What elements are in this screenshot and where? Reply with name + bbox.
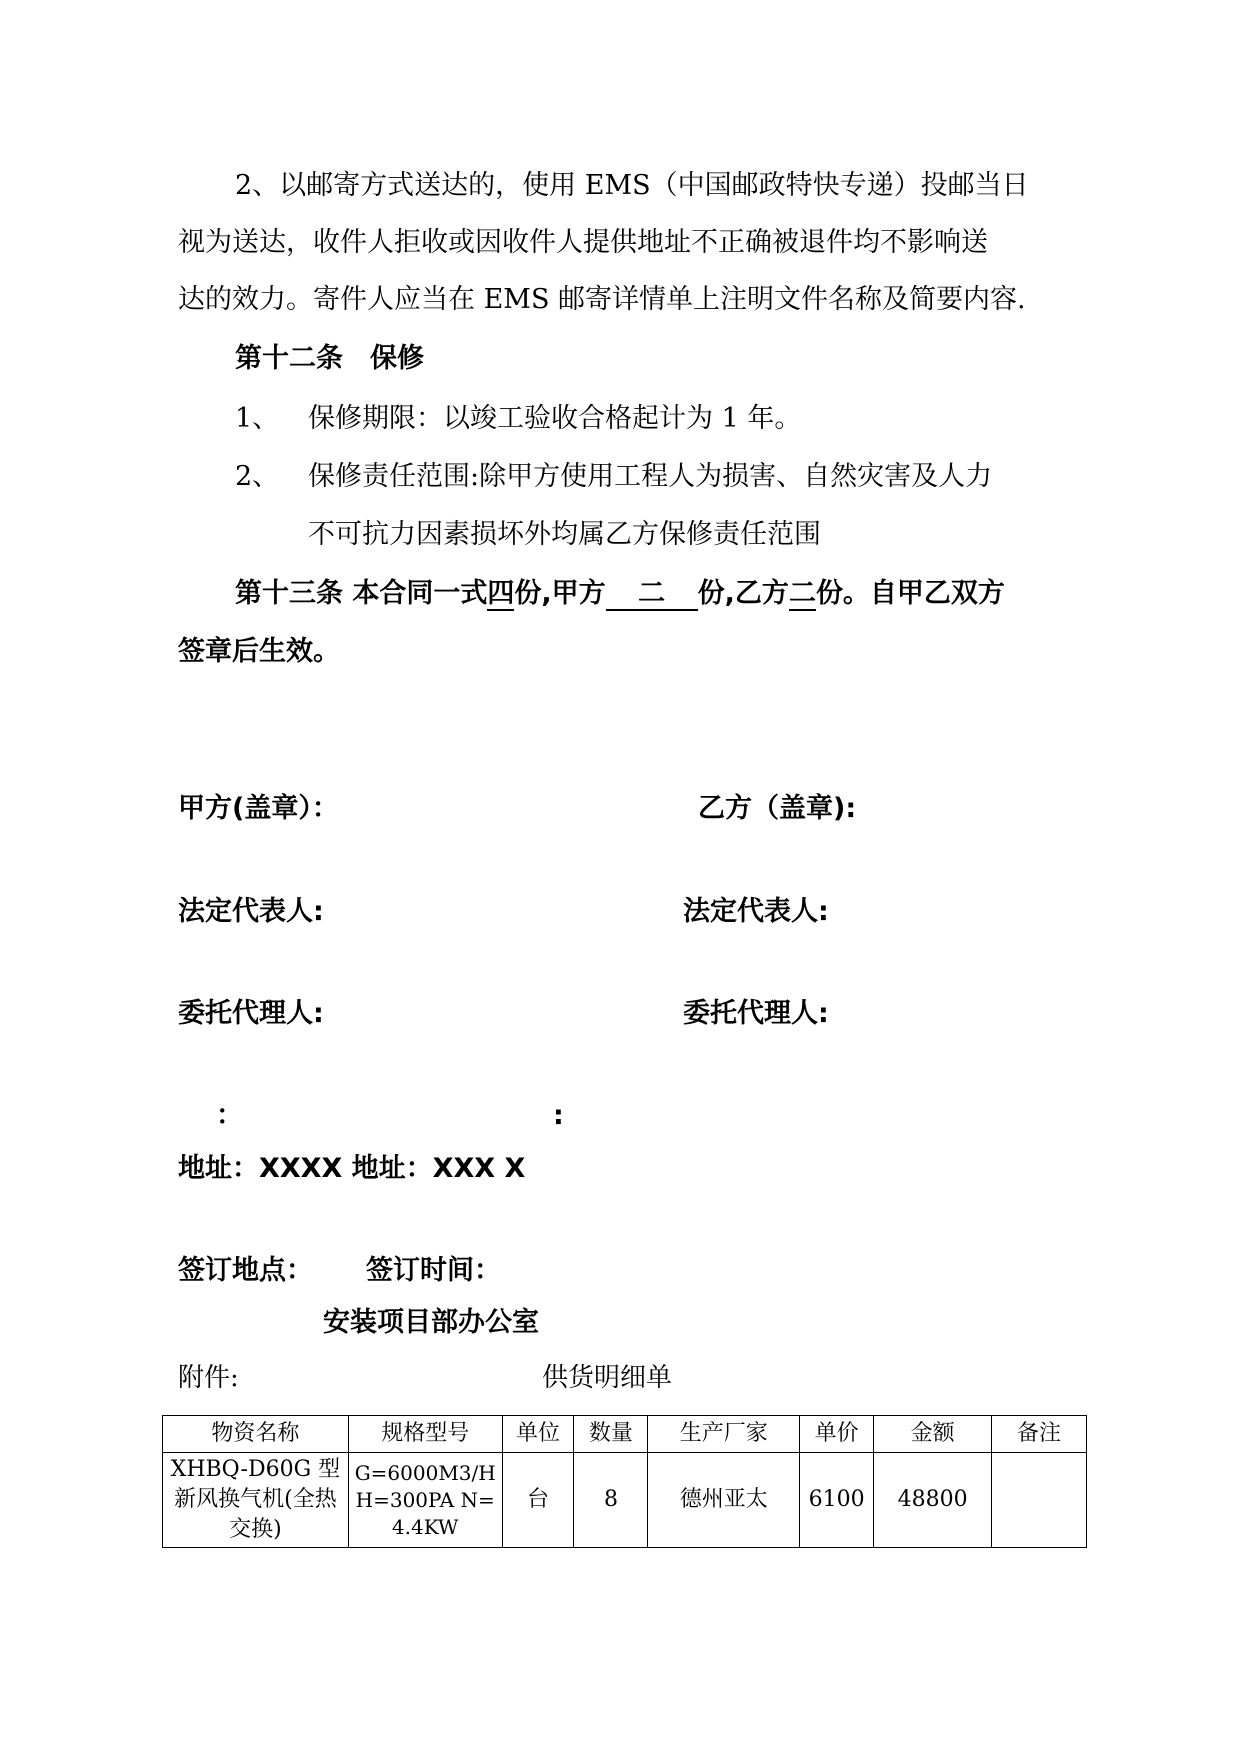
clause13-mid1: 份,甲方 bbox=[514, 578, 606, 609]
clause13-prefix: 第十三条 本合同一式 bbox=[235, 578, 488, 609]
clause13-mid2: 份,乙方 bbox=[697, 578, 789, 609]
goods-table bbox=[162, 1415, 1087, 1548]
column-header: 单位 bbox=[502, 1416, 574, 1453]
colon-a: ： bbox=[216, 1100, 243, 1131]
legal-rep-a: 法定代表人: bbox=[178, 896, 324, 927]
attachment-title: 供货明细单 bbox=[542, 1363, 673, 1393]
attachment-label: 附件: bbox=[178, 1363, 239, 1393]
column-header: 数量 bbox=[574, 1416, 648, 1453]
colon-b: : bbox=[553, 1100, 564, 1131]
agent-a: 委托代理人: bbox=[178, 998, 324, 1029]
agent-b: 委托代理人: bbox=[683, 998, 829, 1029]
clause13-suffix: 份。自甲乙双方 bbox=[815, 578, 1005, 609]
table-row bbox=[163, 1453, 1087, 1548]
cell-maker: 德州亚太 bbox=[648, 1453, 800, 1548]
party-b-seal: 乙方（盖章): bbox=[698, 793, 857, 824]
clause12-item2-num: 2、 bbox=[235, 461, 280, 492]
column-header: 生产厂家 bbox=[648, 1416, 800, 1453]
legal-rep-b: 法定代表人: bbox=[683, 896, 829, 927]
column-header: 规格型号 bbox=[348, 1416, 502, 1453]
column-header: 单价 bbox=[800, 1416, 874, 1453]
party-a-seal: 甲方(盖章）： bbox=[178, 793, 339, 824]
table-header-row bbox=[163, 1416, 1087, 1453]
clause13-line2: 签章后生效。 bbox=[178, 636, 340, 667]
clause12-item1-text: 保修期限：以竣工验收合格起计为 1 年。 bbox=[308, 403, 802, 434]
clause12-item2-line1: 保修责任范围:除甲方使用工程人为损害、自然灾害及人力 bbox=[308, 461, 993, 492]
clause13-copies-b: 二 bbox=[788, 578, 816, 609]
sign-place-label: 签订地点： bbox=[178, 1255, 313, 1286]
column-header: 备注 bbox=[992, 1416, 1087, 1453]
column-header: 物资名称 bbox=[163, 1416, 349, 1453]
cell-price: 6100 bbox=[800, 1453, 874, 1548]
clause13-copies-total: 四 bbox=[487, 578, 515, 609]
cell-amount: 48800 bbox=[874, 1453, 992, 1548]
sign-time-label: 签订时间： bbox=[366, 1255, 501, 1286]
clause11-line3: 达的效力。寄件人应当在 EMS 邮寄详情单上注明文件名称及简要内容. bbox=[178, 284, 1026, 315]
cell-unit: 台 bbox=[502, 1453, 574, 1548]
clause11-line2: 视为送达，收件人拒收或因收件人提供地址不正确被退件均不影响送 bbox=[178, 227, 988, 258]
column-header: 金额 bbox=[874, 1416, 992, 1453]
cell-name: XHBQ-D60G 型新风换气机(全热交换) bbox=[163, 1453, 349, 1548]
sign-place-value: 安装项目部办公室 bbox=[323, 1307, 539, 1338]
clause12-item1-num: 1、 bbox=[235, 403, 280, 434]
clause13-copies-a: 二 bbox=[606, 580, 698, 611]
clause13-line1 bbox=[235, 580, 1005, 611]
clause12-title: 第十二条 保修 bbox=[235, 343, 424, 374]
address-line: 地址：XXXX 地址：XXX X bbox=[178, 1153, 526, 1184]
cell-spec: G=6000M3/H H=300PA N=4.4KW bbox=[348, 1453, 502, 1548]
cell-qty: 8 bbox=[574, 1453, 648, 1548]
clause11-line1: 2、以邮寄方式送达的，使用 EMS（中国邮政特快专递）投邮当日 bbox=[235, 170, 1029, 201]
clause12-item2-line2: 不可抗力因素损坏外均属乙方保修责任范围 bbox=[308, 519, 821, 550]
cell-remark bbox=[992, 1453, 1087, 1548]
